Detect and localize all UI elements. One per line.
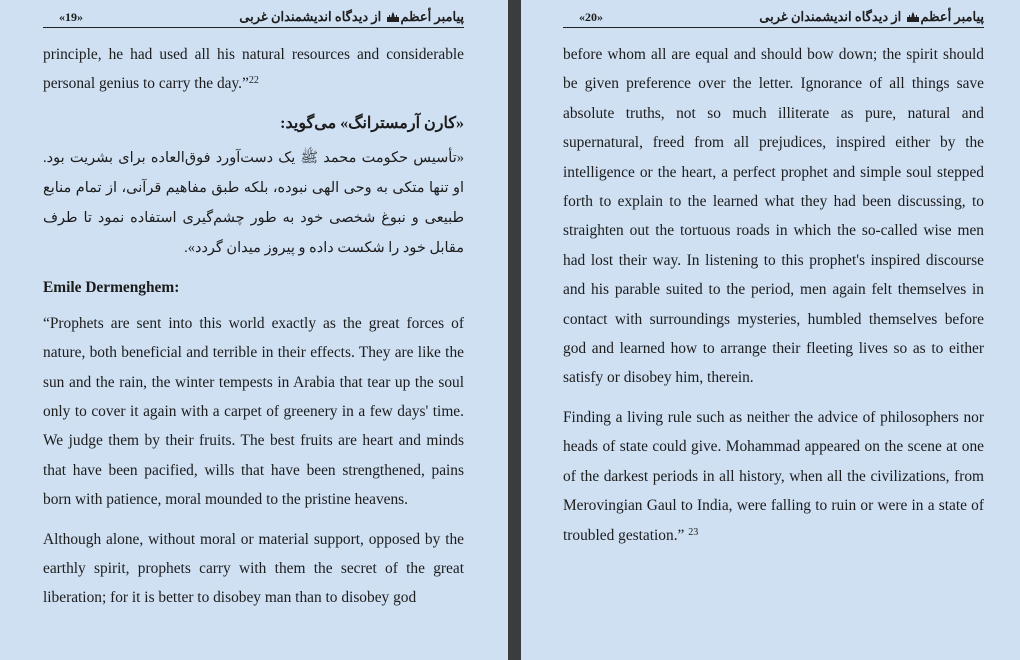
footnote-ref: 23 bbox=[688, 526, 699, 538]
mosque-icon bbox=[386, 11, 400, 22]
paragraph-text: principle, he had used all his natural resources and considerable personal genius to carry the day.” bbox=[43, 46, 464, 93]
running-title bbox=[239, 9, 464, 25]
persian-quote: «تأسیس حکومت محمد ﷺ یک دست‌آورد فوق‌العاده برای بشریت بود. او تنها متکی به وحی الهی نبوده، بلکه طبق مفاهیم قرآنی، از تمام منابع طبیعی و نبوغ شخصی خود به طور چشم‌گیری استفاده نمود تا طرف مقابل خود را شکست داده و پیروز میدان گردد». bbox=[43, 149, 464, 256]
running-title-suffix: از دیدگاه اندیشمندان غربی bbox=[239, 9, 382, 24]
paragraph: Although alone, without moral or material support, opposed by the earthly spirit, prophets carry with them the secret of the great liberation; for it is better to disobey man than to disobey god bbox=[43, 530, 464, 607]
left-page bbox=[0, 0, 508, 660]
page-number: «20» bbox=[579, 10, 603, 24]
mosque-icon bbox=[906, 11, 920, 22]
section-heading: Emile Dermenghem: bbox=[43, 278, 180, 296]
page-body bbox=[43, 40, 464, 613]
right-page bbox=[521, 0, 1020, 660]
page-header bbox=[43, 5, 464, 28]
page-number: «19» bbox=[59, 10, 83, 24]
persian-heading: «کارن آرمسترانگ» می‌گوید: bbox=[280, 114, 464, 132]
paragraph bbox=[563, 403, 984, 550]
paragraph bbox=[43, 40, 464, 99]
running-title-prefix: پیامبر أعظم bbox=[920, 9, 984, 24]
running-title-prefix: پیامبر أعظم bbox=[400, 9, 464, 24]
running-title-suffix: از دیدگاه اندیشمندان غربی bbox=[759, 9, 902, 24]
page-body bbox=[563, 40, 984, 550]
paragraph: before whom all are equal and should bow down; the spirit should be given preference over the letter. Ignorance of all things save absolute truths, not so much illiterate as pure, natural and supernatural, freed from all prejudices, inspired either by the intelligence or the heart, a perfect prophet and simple soul stepped forth to explain to the learned what they had been discussing, to straighten out the tortuous roads in which the so-called wise men had lost their way. In listening to this prophet's inspired discourse and his parable suited to the period, men again felt themselves in contact with surroundings mysteries, humbled themselves before god and learned how to arrange their fleeting lives so as to either satisfy or disobey him, therein. bbox=[563, 46, 984, 387]
book-spine bbox=[508, 0, 521, 660]
paragraph-text: Finding a living rule such as neither the advice of philosophers nor heads of state could give. Mohammad appeared on the scene at one of the darkest periods in all history, when all the civilizations, from Merovingian Gaul to India, were falling to ruin or were in a state of troubled gestation.” bbox=[563, 408, 984, 544]
paragraph: “Prophets are sent into this world exactly as the great forces of nature, both beneficial and terrible in their effects. They are like the sun and the rain, the winter tempests in Arabia that tear up the soul only to cover it again with a carpet of greenery in a few days' time. We judge them by their fruits. The best fruits are heart and minds that have been pacified, wills that have been strengthened, pains born with patience, moral mounded to the pristine heavens. bbox=[43, 314, 464, 509]
footnote-ref: 22 bbox=[248, 75, 259, 87]
running-title bbox=[759, 9, 984, 25]
page-header bbox=[563, 5, 984, 28]
